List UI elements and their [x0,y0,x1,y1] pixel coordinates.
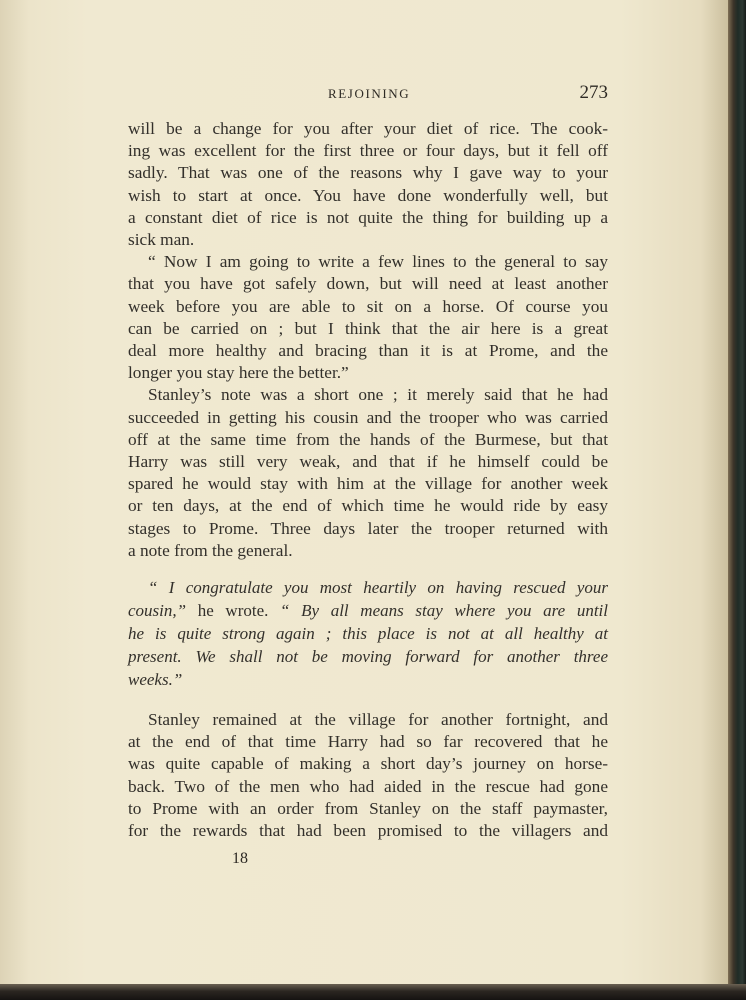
quote-line: present. We shall not be moving forward for another three [128,647,608,667]
text-line: ing was excellent for the first three or four days, but it fell off [128,141,608,161]
text-line: a note from the general. [128,540,293,560]
page-number: 273 [579,82,608,103]
text-line: off at the same time from the hands of the Burmese, but that [128,429,608,449]
text-line: that you have got safely down, but will need at least another [128,274,608,294]
quoted-letter [128,576,608,691]
text-line: back. Two of the men who had aided in the rescue had gone [128,776,608,796]
text-line: a constant diet of rice is not quite the thing for building up a [128,207,608,227]
text-line: Stanley remained at the village for another fortnight, and [148,710,608,730]
running-head: REJOINING [328,86,411,101]
quote-fragment: cousin,” [128,601,187,621]
text-line: at the end of that time Harry had so far recovered that he [128,732,608,752]
text-line: “ Now I am going to write a few lines to the general to say [148,252,608,272]
text-line: sadly. That was one of the reasons why I gave way to your [128,163,608,183]
text-line: deal more healthy and bracing than it is at Prome, and the [128,341,608,361]
paragraph-1 [128,118,608,251]
text-line: will be a change for you after your diet of rice. The cook- [128,119,608,138]
text-line: stages to Prome. Three days later the trooper returned with [128,518,608,538]
text-line: Harry was still very weak, and that if he himself could be [128,452,608,472]
text-line: to Prome with an order from Stanley on the staff paymaster, [128,798,608,818]
page-header [128,82,608,106]
text-line: sick man. [128,230,195,250]
paragraph-2 [128,251,608,384]
text-line: wish to start at once. You have done wonderfully well, but [128,185,608,205]
quote-fragment: “ By all means stay where you are until [280,601,608,621]
text-line: or ten days, at the end of which time he would ride by easy [128,496,608,516]
text-line: longer you stay here the better.” [128,363,349,383]
text-line: can be carried on ; but I think that the air here is a great [128,318,608,338]
text-line: for the rewards that had been promised to the villagers and [128,821,608,841]
text-line: Stanley’s note was a short one ; it merely said that he had [148,385,608,405]
quote-attribution: he wrote. [186,601,281,621]
text-line: spared he would stay with him at the village for another week [128,474,608,494]
quote-line: “ I congratulate you most heartily on having rescued your [148,578,608,598]
quote-line [128,599,608,622]
quote-line: he is quite strong again ; this place is not at all healthy at [128,624,608,644]
text-line: succeeded in getting his cousin and the trooper who was carried [128,407,608,427]
book-spine-edge [728,0,746,1000]
body-text [128,118,608,842]
page-bottom-edge [0,984,746,1000]
text-line: week before you are able to sit on a horse. Of course you [128,296,608,316]
signature-mark: 18 [232,850,248,867]
paragraph-3 [128,384,608,562]
paragraph-4 [128,709,608,842]
quote-line: weeks.” [128,670,183,690]
text-line: was quite capable of making a short day’s journey on horse- [128,754,608,774]
